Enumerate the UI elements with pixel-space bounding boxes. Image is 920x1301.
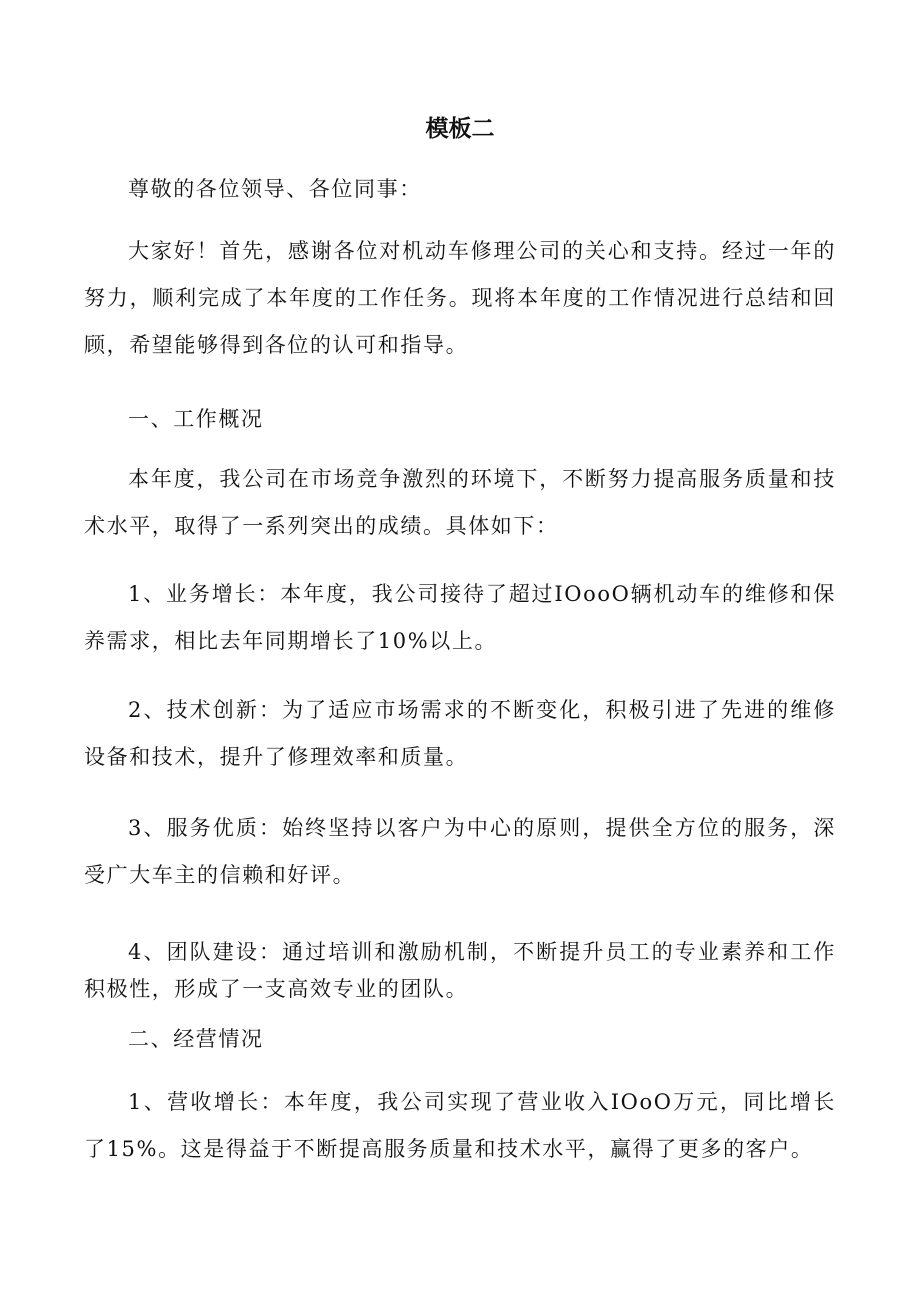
intro-paragraph: 大家好！首先，感谢各位对机动车修理公司的关心和支持。经过一年的努力，顺利完成了本年度的工作任务。现将本年度的工作情况进行总结和回顾，希望能够得到各位的认可和指导。 xyxy=(84,239,836,357)
document-title: 模板二 xyxy=(425,116,495,142)
section2-heading: 二、经营情况 xyxy=(128,1027,264,1051)
section1-item-4: 4、团队建设：通过培训和激励机制，不断提升员工的专业素养和工作积极性，形成了一支高效专业的团队。 xyxy=(84,940,836,1001)
section1-item-1: 1、业务增长：本年度，我公司接待了超过IOooO辆机动车的维修和保养需求，相比去年同期增长了10%以上。 xyxy=(84,582,836,653)
section1-summary: 本年度，我公司在市场竞争激烈的环境下，不断努力提高服务质量和技术水平，取得了一系列突出的成绩。具体如下： xyxy=(84,467,836,538)
section2-item-1: 1、营收增长：本年度，我公司实现了营业收入IOoO万元，同比增长了15%。这是得益于不断提高服务质量和技术水平，赢得了更多的客户。 xyxy=(84,1090,836,1161)
section1-heading: 一、工作概况 xyxy=(128,407,264,431)
section1-item-3: 3、服务优质：始终坚持以客户为中心的原则，提供全方位的服务，深受广大车主的信赖和好评。 xyxy=(84,816,836,887)
section1-item-2: 2、技术创新：为了适应市场需求的不断变化，积极引进了先进的维修设备和技术，提升了修理效率和质量。 xyxy=(84,698,836,769)
greeting: 尊敬的各位领导、各位同事： xyxy=(128,177,422,201)
